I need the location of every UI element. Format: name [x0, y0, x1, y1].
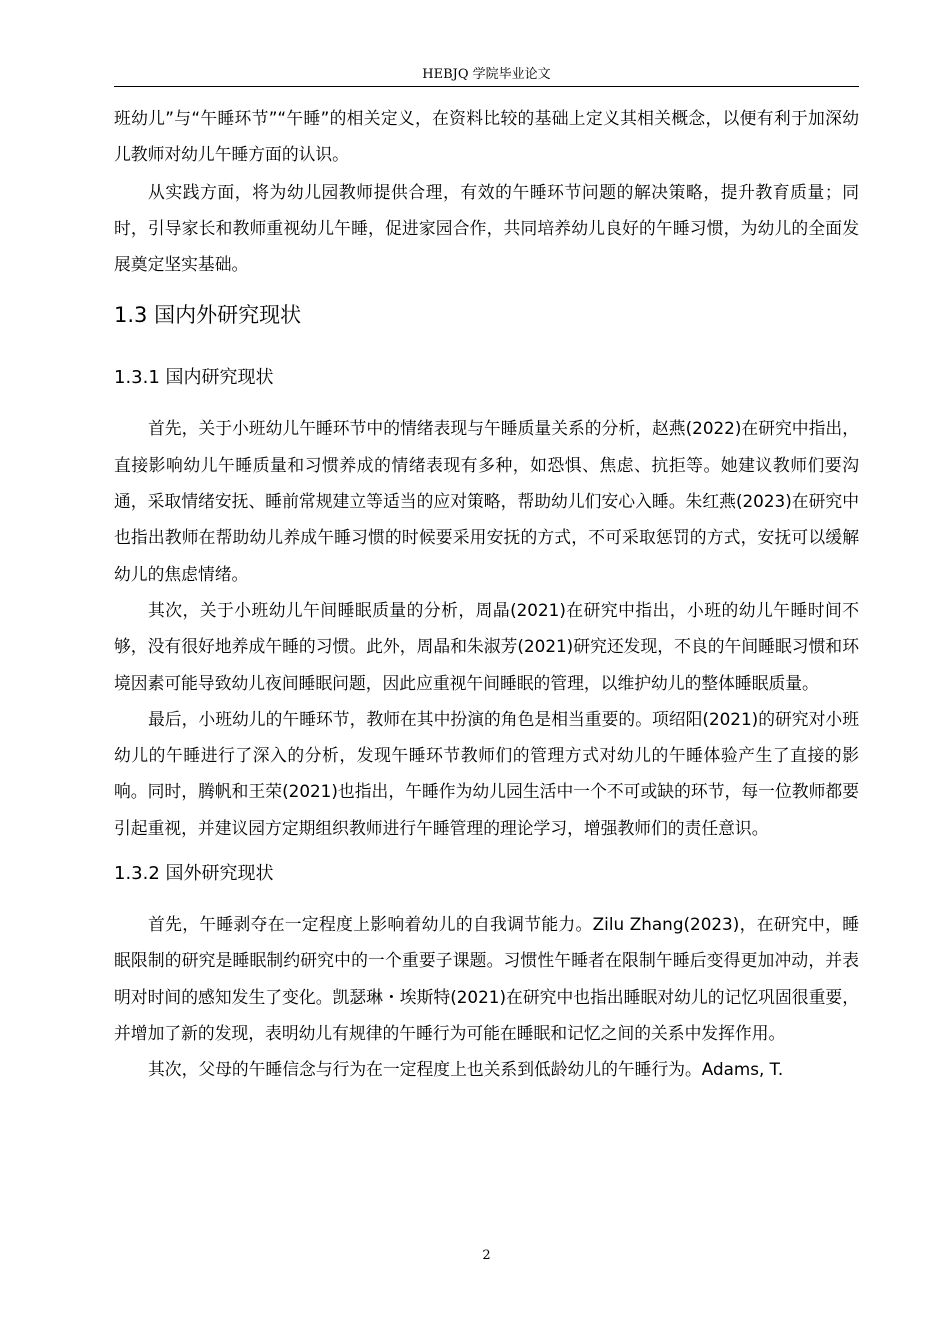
page-number: 2 [482, 1248, 491, 1263]
section-heading-1-3: 1.3 国内外研究现状 [114, 303, 302, 328]
header-rule [114, 86, 859, 87]
paragraph-practice: 从实践方面，将为幼儿园教师提供合理，有效的午睡环节问题的解决策略，提升教育质量；同时，引导家长和教师重视幼儿午睡，促进家园合作，共同培养幼儿良好的午睡习惯，为幼儿的全面发展奠定坚实基础。 [114, 181, 859, 275]
subsection-heading-1-3-2: 1.3.2 国外研究现状 [114, 863, 274, 885]
paragraph-domestic-3: 最后，小班幼儿的午睡环节，教师在其中扮演的角色是相当重要的。项绍阳(2021)的研究对小班幼儿的午睡进行了深入的分析，发现午睡环节教师们的管理方式对幼儿的午睡体验产生了直接的影响。同时，腾帆和王荣(2021)也指出，午睡作为幼儿园生活中一个不可或缺的环节，每一位教师都要引起重视，并建议园方定期组织教师进行午睡管理的理论学习，增强教师们的责任意识。 [114, 708, 859, 838]
paragraph-foreign-2: 其次，父母的午睡信念与行为在一定程度上也关系到低龄幼儿的午睡行为。Adams, T. [148, 1059, 784, 1080]
subsection-heading-1-3-1: 1.3.1 国内研究现状 [114, 367, 274, 389]
page-content [114, 100, 859, 1088]
paragraph-foreign-1: 首先，午睡剥夺在一定程度上影响着幼儿的自我调节能力。Zilu Zhang(2023)，在研究中，睡眠限制的研究是睡眠制约研究中的一个重要子课题。习惯性午睡者在限制午睡后变得更加冲动，并表明对时间的感知发生了变化。凯瑟琳・埃斯特(2021)在研究中也指出睡眠对幼儿的记忆巩固很重要，并增加了新的发现，表明幼儿有规律的午睡行为可能在睡眠和记忆之间的关系中发挥作用。 [114, 914, 859, 1043]
running-header: HEBJQ 学院毕业论文 [422, 67, 551, 82]
paragraph-domestic-2: 其次，关于小班幼儿午间睡眠质量的分析，周晶(2021)在研究中指出，小班的幼儿午睡时间不够，没有很好地养成午睡的习惯。此外，周晶和朱淑芳(2021)研究还发现，不良的午间睡眠习惯和环境因素可能导致幼儿夜间睡眠问题，因此应重视午间睡眠的管理，以维护幼儿的整体睡眠质量。 [114, 599, 859, 693]
paragraph-domestic-1: 首先，关于小班幼儿午睡环节中的情绪表现与午睡质量关系的分析，赵燕(2022)在研究中指出，直接影响幼儿午睡质量和习惯养成的情绪表现有多种，如恐惧、焦虑、抗拒等。她建议教师们要沟通，采取情绪安抚、睡前常规建立等适当的应对策略，帮助幼儿们安心入睡。朱红燕(2023)在研究中也指出教师在帮助幼儿养成午睡习惯的时候要采用安抚的方式，不可采取惩罚的方式，安抚可以缓解幼儿的焦虑情绪。 [114, 418, 859, 584]
paragraph-continuation: 班幼儿”与“午睡环节”“午睡”的相关定义，在资料比较的基础上定义其相关概念，以便有利于加深幼儿教师对幼儿午睡方面的认识。 [114, 108, 859, 165]
